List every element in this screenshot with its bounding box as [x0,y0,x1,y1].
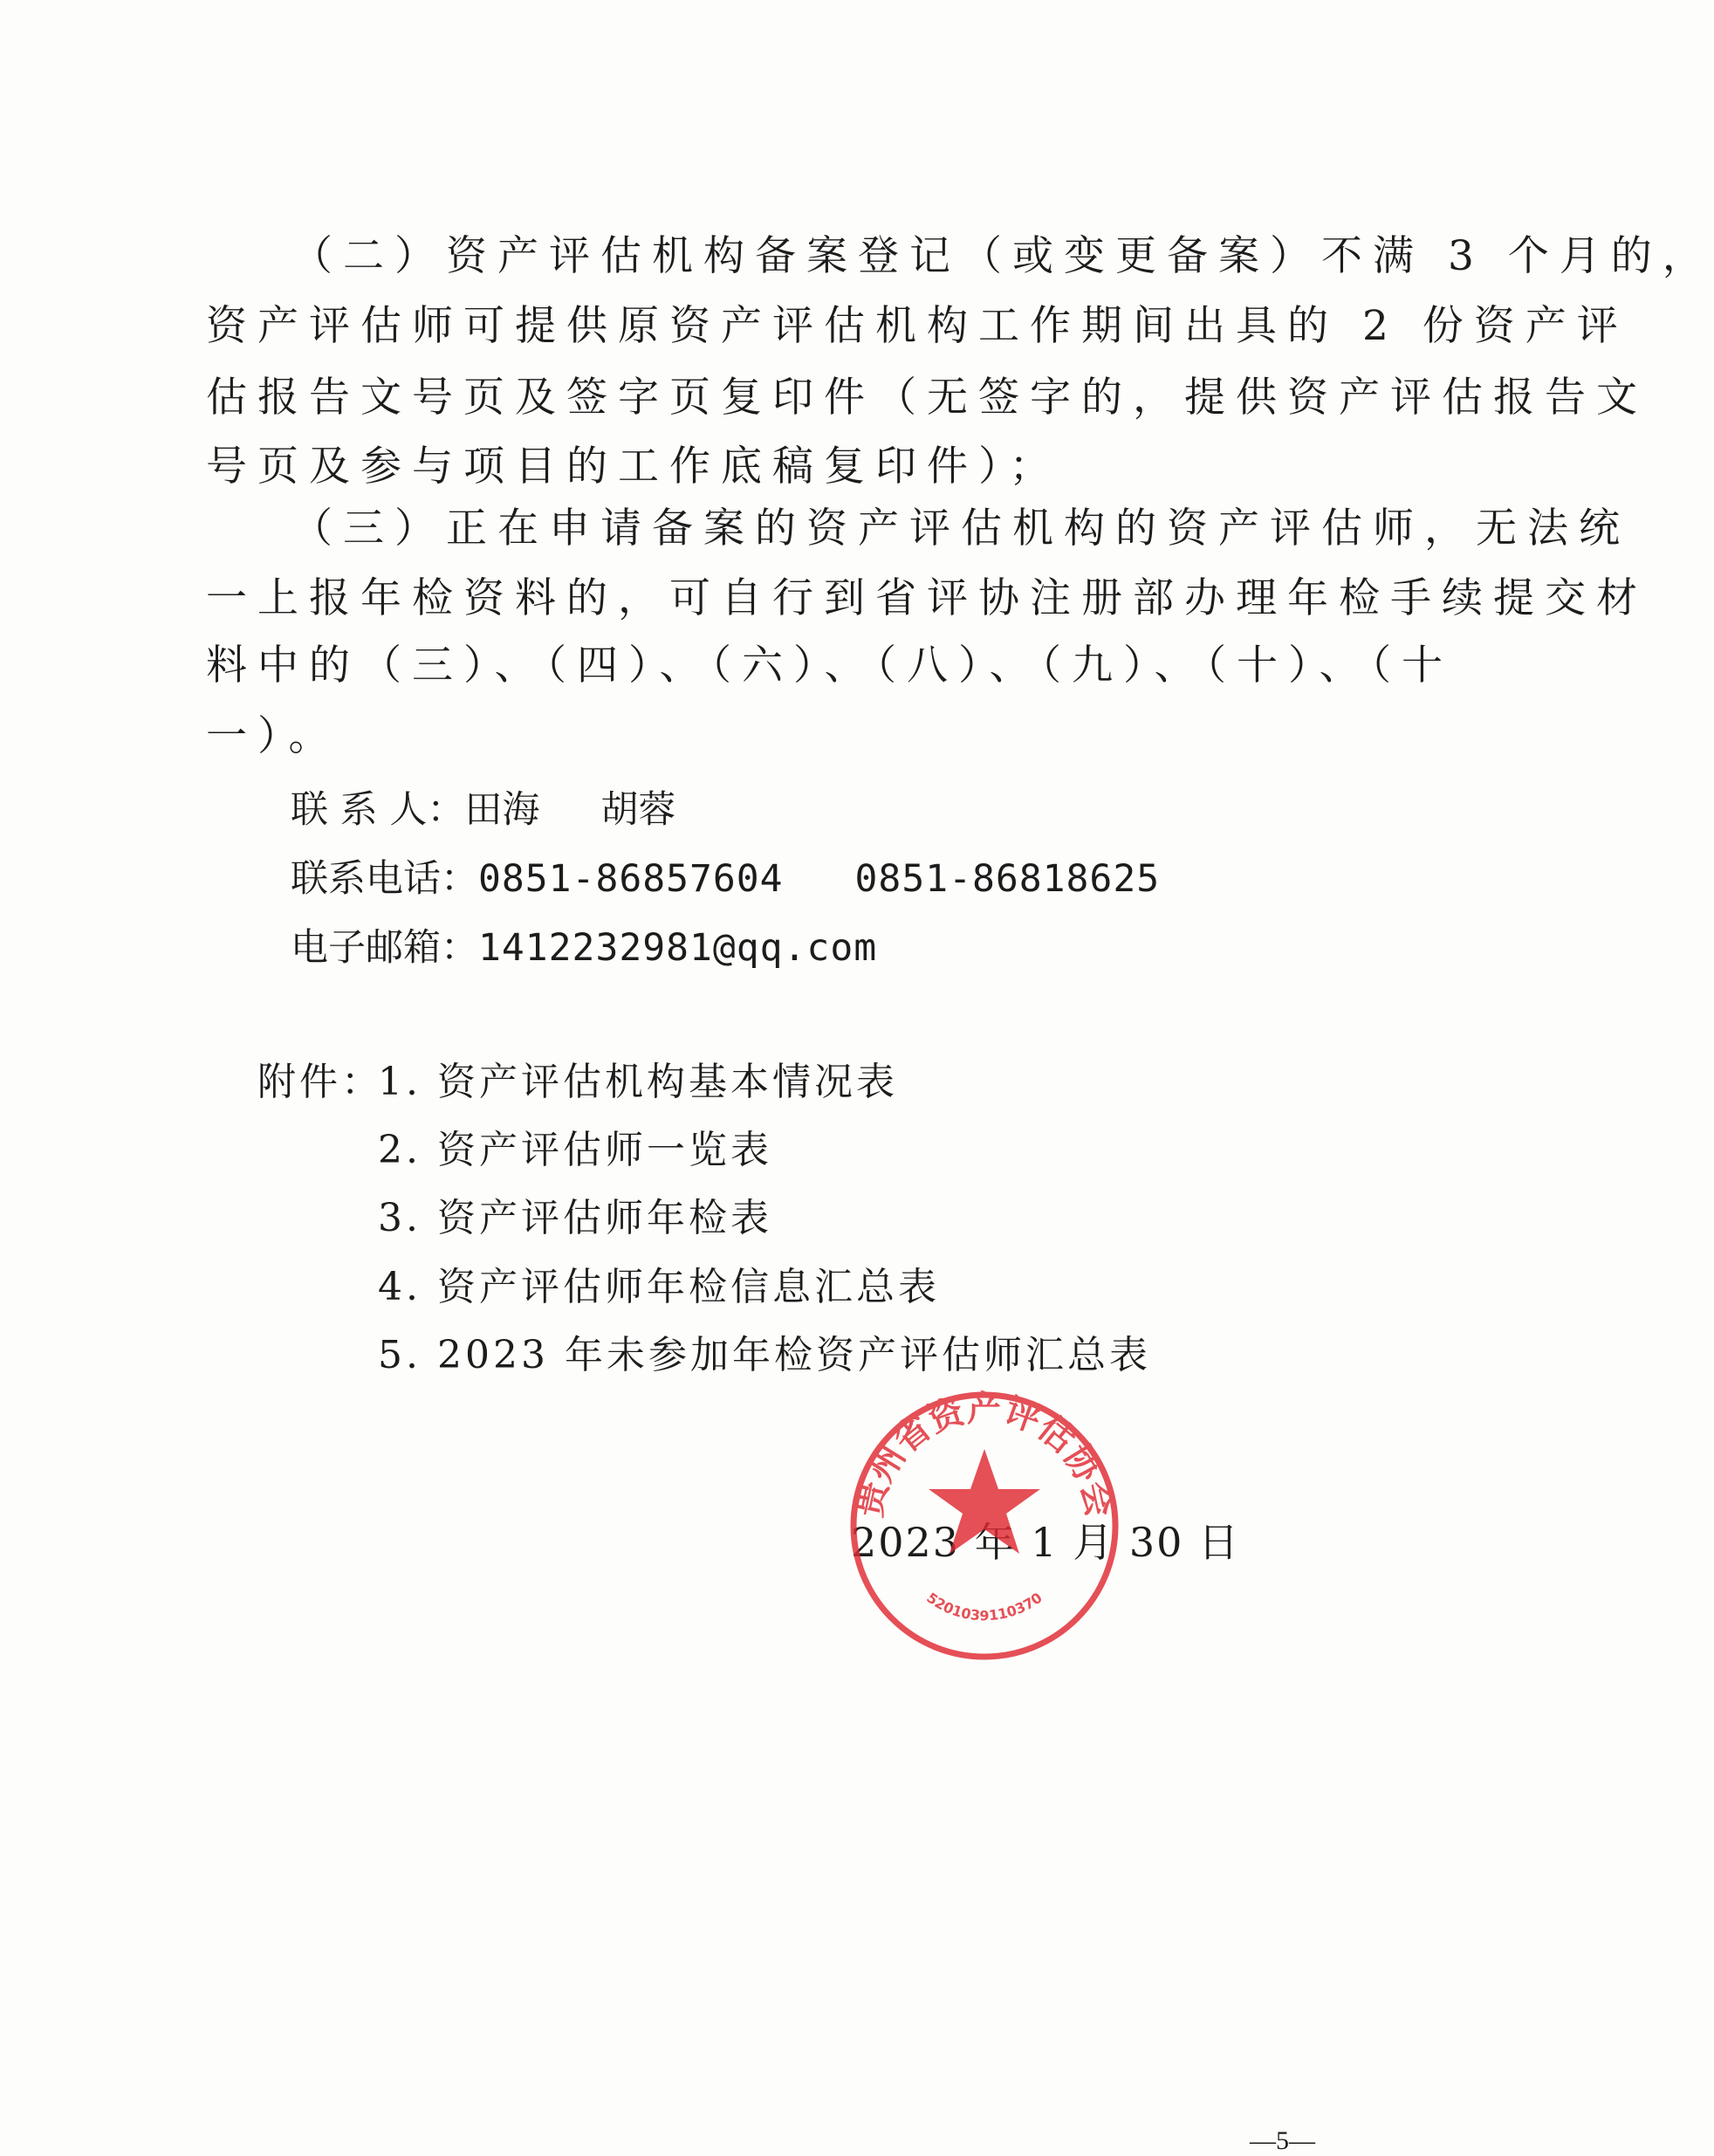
attachment-item [378,1323,1151,1379]
text-line: 估报告文号页及签字页复印件（无签字的，提供资产评估报告文 [206,374,1648,422]
text-line: （二）资产评估机构备案登记（或变更备案）不满 3 个月的， [291,232,1714,280]
text-line: 料中的（三）、（四）、（六）、（八）、（九）、（十）、（十 [206,642,1453,690]
contact-email-label: 电子邮箱： [291,926,478,970]
text-line: 号页及参与项目的工作底稿复印件）； [206,443,1061,491]
contact-person-label: 联 系 人： [291,788,465,832]
attachment-text: 资产评估师年检信息汇总表 [436,1265,940,1309]
attachment-item [378,1255,940,1311]
contact-person-row [291,780,675,834]
attachment-num: 3. [378,1196,422,1240]
contact-phone-2: 0851-86818625 [854,857,1161,901]
attachment-text: 2023 年未参加年检资产评估师汇总表 [436,1333,1151,1377]
text-line: 一上报年检资料的，可自行到省评协注册部办理年检手续提交材 [206,574,1648,622]
text-line: （三）正在申请备案的资产评估机构的资产评估师，无法统 [291,505,1630,553]
text-line: 资产评估师可提供原资产评估机构工作期间出具的 2 份资产评 [206,302,1628,350]
text-line: 一）。 [206,712,340,760]
attachment-num: 4. [378,1265,422,1309]
attachment-item [378,1186,772,1242]
attachment-text: 资产评估师年检表 [436,1196,772,1240]
contact-email-row [291,918,877,972]
attachment-num: 2. [378,1128,422,1172]
seal-code: 5201039110370 [923,1589,1046,1624]
contact-phone-1: 0851-86857604 [478,857,784,901]
attachment-text: 资产评估师一览表 [436,1128,772,1172]
star-icon [929,1449,1040,1554]
attachment-num: 1. [378,1060,422,1104]
contact-phone-label: 联系电话： [291,857,478,901]
document-date: 2023 年 1 月 30 日 [851,1519,1240,1566]
attachments-label: 附件： [257,1060,383,1104]
contact-person-2: 胡蓉 [600,788,676,832]
official-seal [845,1386,1124,1665]
attachment-num: 5. [378,1333,422,1377]
attachment-item [378,1050,898,1106]
attachment-text: 资产评估机构基本情况表 [436,1060,898,1104]
page-number: —5— [1250,2126,1315,2155]
seal-name: 贵州省资产评估协会 [849,1389,1120,1521]
contact-email: 1412232981@qq.com [478,926,878,970]
contact-person-1: 田海 [464,788,540,832]
attachment-item [378,1118,772,1174]
seal-graphic [849,1389,1119,1657]
contact-phone-row [291,849,1160,903]
